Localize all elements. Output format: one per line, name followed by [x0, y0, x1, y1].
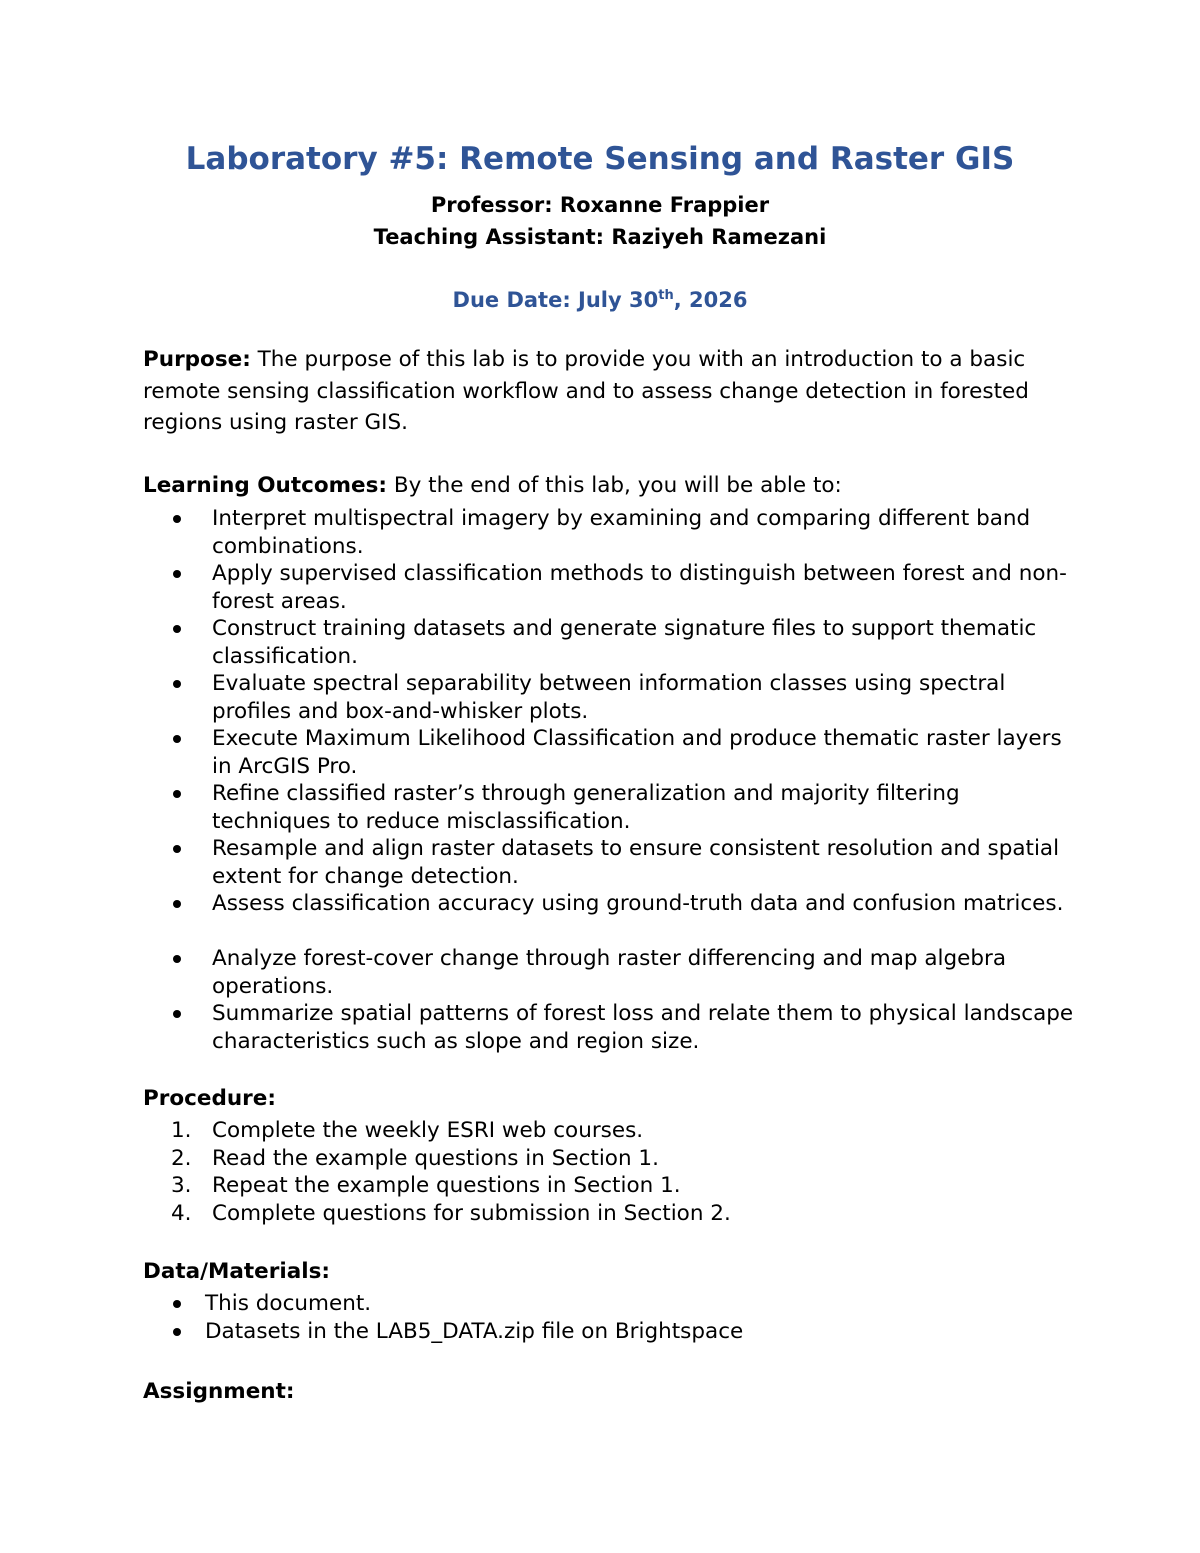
- list-item-text: Execute Maximum Likelihood Classification and produce thematic raster layers in ArcGIS Pro.: [212, 726, 1062, 779]
- list-item: [143, 1318, 1083, 1346]
- step-number: 3.: [171, 1173, 192, 1198]
- list-item: [143, 505, 1083, 560]
- list-item-text: Summarize spatial patterns of forest loss and relate them to physical landscape characteristics such as slope and region size.: [212, 1001, 1074, 1054]
- step-number: 4.: [171, 1200, 192, 1226]
- page-title: Laboratory #5: Remote Sensing and Raster GIS: [185, 141, 1015, 177]
- bullet-icon: [173, 845, 181, 853]
- bullet-icon: [173, 515, 181, 523]
- bullet-icon: [173, 955, 181, 963]
- materials-list: [143, 1290, 1083, 1345]
- bullet-icon: [173, 900, 181, 908]
- purpose-text: The purpose of this lab is to provide you with an introduction to a basic remote sensing classification workflow and to assess change detection in forested regions using raster GIS.: [143, 347, 1029, 435]
- bullet-icon: [173, 625, 181, 633]
- list-item-text: Repeat the example questions in Section 1.: [212, 1173, 681, 1198]
- purpose-paragraph: [143, 344, 1063, 439]
- learning-outcomes-intro: By the end of this lab, you will be able to:: [387, 473, 842, 498]
- professor-line: Professor: Roxanne Frappier: [430, 193, 770, 217]
- list-item-text: Analyze forest-cover change through raster differencing and map algebra operations.: [212, 946, 1007, 999]
- list-item: [143, 1290, 1083, 1318]
- list-item-text: Complete the weekly ESRI web courses.: [212, 1118, 644, 1143]
- bullet-icon: [173, 1010, 181, 1018]
- list-item: [143, 725, 1083, 780]
- list-item: [143, 1200, 1083, 1228]
- list-item: [143, 945, 1083, 1000]
- list-item: [143, 1117, 1083, 1145]
- list-item: [143, 1145, 1083, 1173]
- bullet-icon: [173, 735, 181, 743]
- due-date: [0, 285, 1200, 315]
- bullet-icon: [173, 680, 181, 688]
- list-item-text: Resample and align raster datasets to ensure consistent resolution and spatial extent for change detection.: [212, 836, 1060, 889]
- list-item-text: Read the example questions in Section 1.: [212, 1145, 659, 1171]
- teaching-assistant-line: Teaching Assistant: Raziyeh Ramezani: [373, 225, 827, 249]
- list-item-text: Datasets in the LAB5_DATA.zip file on Brightspace: [205, 1318, 744, 1344]
- list-item-text: Interpret multispectral imagery by examining and comparing different band combinations.: [212, 506, 1031, 559]
- list-item: [143, 780, 1083, 835]
- bullet-icon: [173, 1300, 181, 1308]
- bullet-icon: [173, 570, 181, 578]
- procedure-list: [143, 1117, 1083, 1227]
- list-item: [143, 890, 1083, 945]
- learning-outcomes-list: [143, 505, 1083, 1055]
- list-item-text: This document.: [205, 1291, 372, 1316]
- learning-outcomes-label: Learning Outcomes:: [143, 473, 388, 498]
- list-item-text: Construct training datasets and generate signature files to support thematic classification.: [212, 616, 1037, 669]
- due-date-suffix: , 2026: [673, 288, 748, 312]
- step-number: 2.: [171, 1145, 192, 1171]
- list-item: [143, 670, 1083, 725]
- list-item-text: Complete questions for submission in Section 2.: [212, 1200, 731, 1226]
- list-item-text: Evaluate spectral separability between information classes using spectral profiles and box-and-whisker plots.: [212, 671, 1006, 724]
- purpose-label: Purpose:: [143, 347, 251, 372]
- bullet-icon: [173, 1328, 181, 1336]
- list-item: [143, 835, 1083, 890]
- list-item: [143, 615, 1083, 670]
- materials-heading: Data/Materials:: [143, 1259, 331, 1284]
- due-date-prefix: Due Date: July 30: [452, 288, 659, 312]
- list-item: [143, 560, 1083, 615]
- list-item: [143, 1000, 1083, 1055]
- learning-outcomes-heading: [143, 470, 1063, 502]
- list-item-text: Assess classification accuracy using ground-truth data and confusion matrices.: [212, 891, 1064, 916]
- procedure-heading: Procedure:: [143, 1086, 276, 1111]
- step-number: 1.: [171, 1118, 192, 1143]
- due-date-superscript: th: [658, 288, 674, 303]
- list-item: [143, 1172, 1083, 1200]
- list-item-text: Refine classified raster’s through generalization and majority filtering techniques to reduce misclassification.: [212, 781, 960, 834]
- assignment-heading: Assignment:: [143, 1379, 295, 1404]
- bullet-icon: [173, 790, 181, 798]
- list-item-text: Apply supervised classification methods to distinguish between forest and non-forest areas.: [212, 561, 1067, 614]
